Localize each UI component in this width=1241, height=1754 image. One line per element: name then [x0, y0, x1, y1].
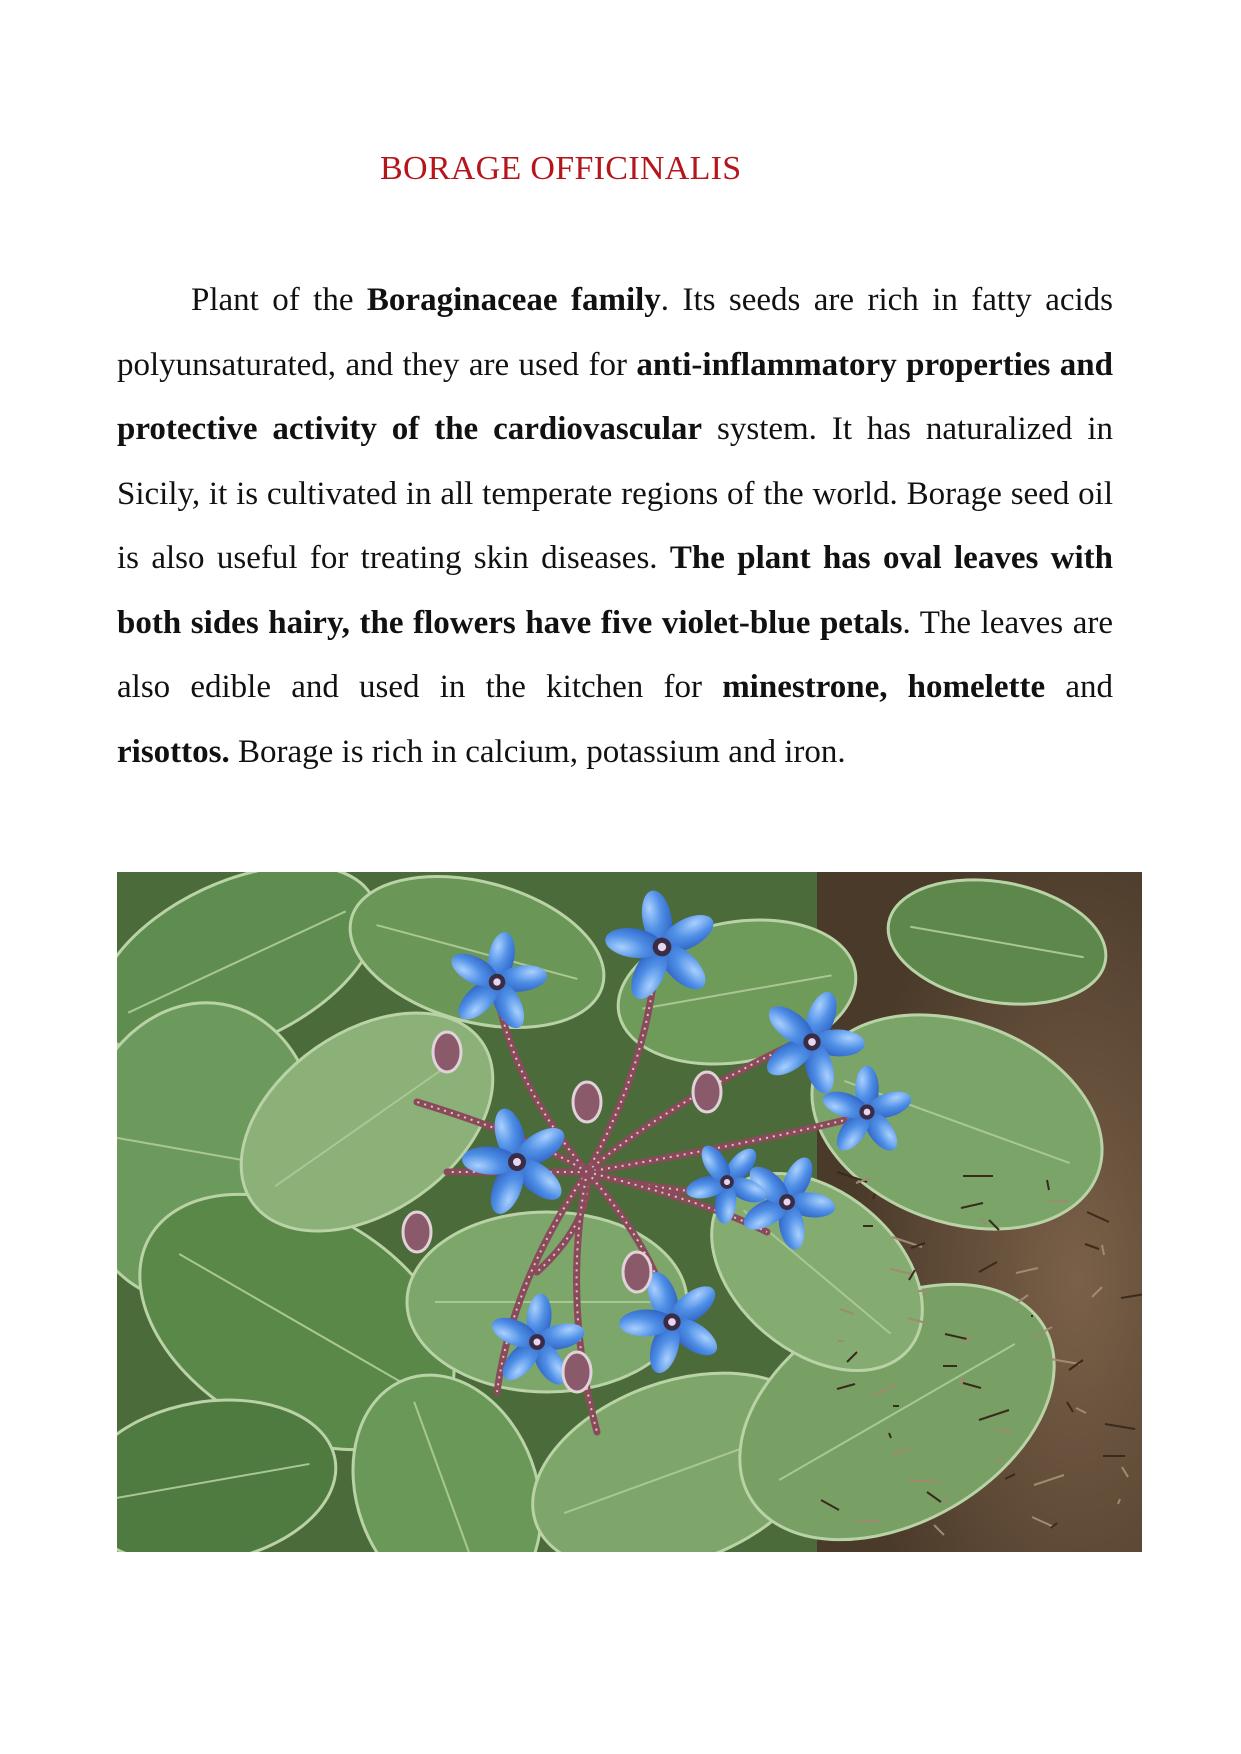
paragraph-run: system. It has naturalized in Sicily, it is cultivated in all temperate regions of the world. Borage seed oil is also useful for treating skin diseases. [117, 411, 1114, 576]
flower-bud [433, 1032, 461, 1072]
paragraph-run: . Its seeds are rich in fatty acids polyunsaturated, and they are used for [117, 282, 1113, 383]
paragraph-run: . The leaves are also edible and used in the kitchen for [117, 604, 1113, 705]
body-paragraph [117, 268, 1113, 784]
borage-plant-photo [117, 872, 1142, 1552]
page-title: BORAGE OFFICINALIS [380, 150, 742, 187]
paragraph-run-bold: minestrone, homelette [722, 669, 1046, 705]
flower-bud [403, 1212, 431, 1252]
paragraph-run: Plant of the [191, 282, 367, 318]
paragraph-run: Borage is rich in calcium, potassium and iron. [229, 733, 846, 770]
borage-plant-illustration [117, 872, 1142, 1552]
flower-bud [573, 1082, 601, 1122]
paragraph-run-bold: risottos. [117, 733, 230, 770]
paragraph-run-bold: The plant has oval leaves with both sides hairy, the flowers have five violet-blue petals [117, 540, 1113, 641]
flower-bud [623, 1252, 651, 1292]
flower-stamen [864, 1109, 871, 1116]
flower-bud [563, 1352, 591, 1392]
paragraph-run: and [1045, 669, 1113, 705]
paragraph-run-bold: Boraginaceae family [366, 282, 661, 318]
paragraph-run-bold: anti-inflammatory properties and protective activity of the cardiovascular [117, 346, 1113, 447]
flower-bud [693, 1072, 721, 1112]
